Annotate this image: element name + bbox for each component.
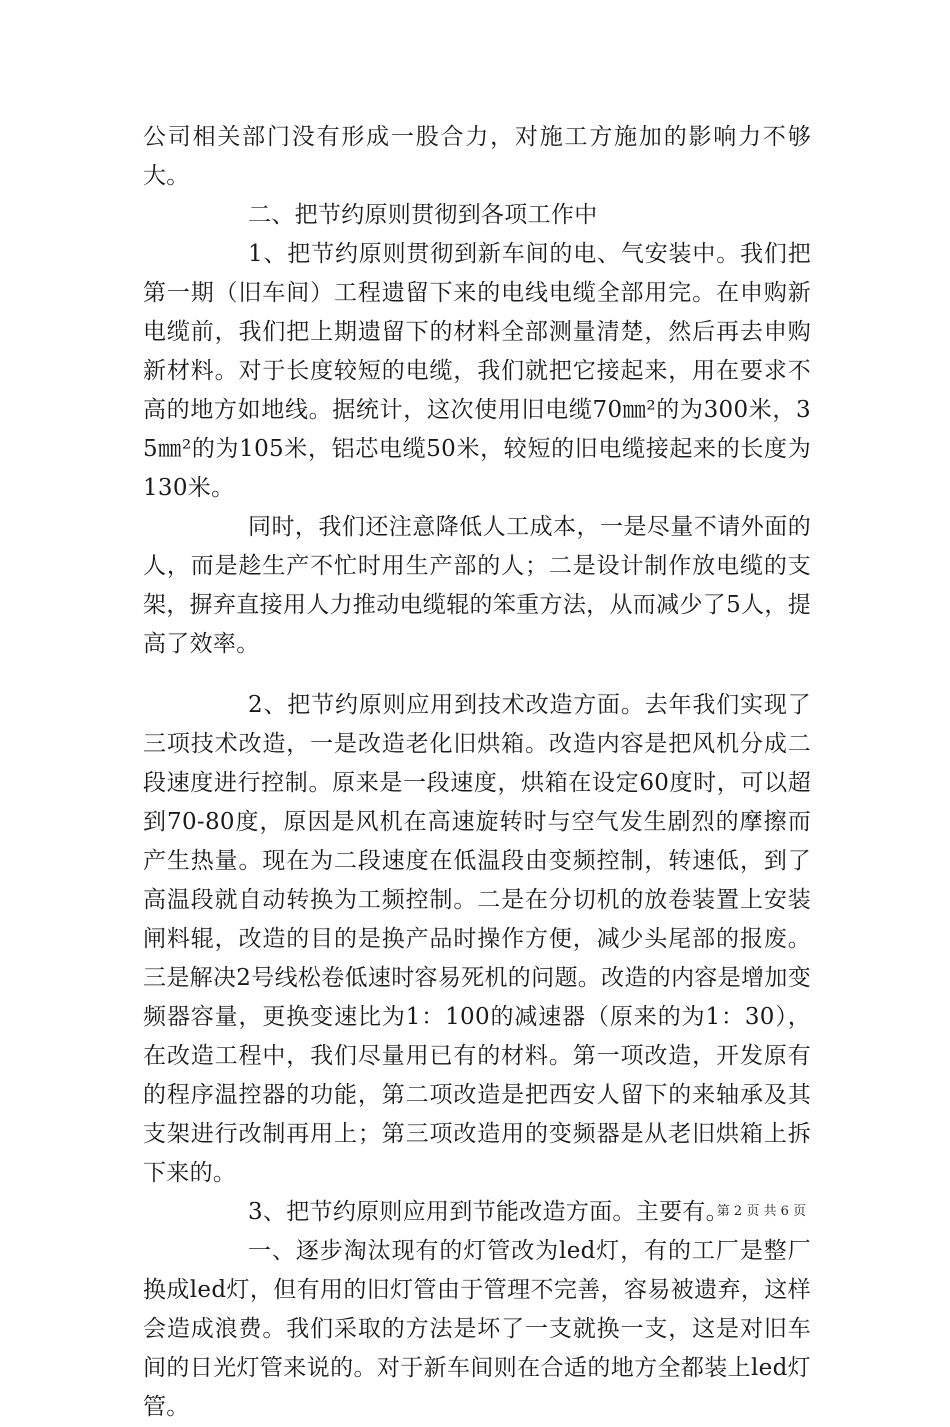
paragraph-item-1: 1、把节约原则贯彻到新车间的电、气安装中。我们把第一期（旧车间）工程遗留下来的电线电缆全部用完。在申购新电缆前，我们把上期遗留下的材料全部测量清楚，然后再去申购新材料。对于长度较短的电缆，我们就把它接起来，用在要求不高的地方如地线。据统计，这次使用旧电缆70㎜²的为300米，35㎜²的为105米，铝芯电缆50米，较短的旧电缆接起来的长度为130米。 — [143, 241, 811, 501]
paragraph-item-3: 3、把节约原则应用到节能改造方面。主要有。 — [248, 1199, 729, 1225]
document-body — [143, 118, 811, 1427]
page-number-footer: 第 2 页 共 6 页 — [716, 1204, 806, 1219]
paragraph-item-2: 2、把节约原则应用到技术改造方面。去年我们实现了三项技术改造，一是改造老化旧烘箱。改造内容是把风机分成二段速度进行控制。原来是一段速度，烘箱在设定60度时，可以超到70-80度，原因是风机在高速旋转时与空气发生剧烈的摩擦而产生热量。现在为二段速度在低温段由变频控制，转速低，到了高温段就自动转换为工频控制。二是在分切机的放卷装置上安装闸料辊，改造的目的是换产品时操作方便，减少头尾部的报废。三是解决2号线松卷低速时容易死机的问题。改造的内容是增加变频器容量，更换变速比为1：100的减速器（原来的为1：30），在改造工程中，我们尽量用已有的材料。第一项改造，开发原有的程序温控器的功能，第二项改造是把西安人留下的来轴承及其支架进行改制再用上；第三项改造用的变频器是从老旧烘箱上拆下来的。 — [143, 692, 811, 1186]
paragraph-continuation: 公司相关部门没有形成一股合力，对施工方施加的影响力不够大。 — [143, 124, 811, 189]
paragraph-labor-cost: 同时，我们还注意降低人工成本，一是尽量不请外面的人，而是趁生产不忙时用生产部的人；二是设计制作放电缆的支架，摒弃直接用人力推动电缆辊的笨重方法，从而减少了5人，提高了效率。 — [143, 514, 811, 657]
section-heading: 二、把节约原则贯彻到各项工作中 — [248, 202, 598, 228]
paragraph-led: 一、逐步淘汰现有的灯管改为led灯，有的工厂是整厂换成led灯，但有用的旧灯管由于管理不完善，容易被遗弃，这样会造成浪费。我们采取的方法是坏了一支就换一支，这是对旧车间的日光灯管来说的。对于新车间则在合适的地方全都装上led灯管。 — [143, 1238, 811, 1420]
